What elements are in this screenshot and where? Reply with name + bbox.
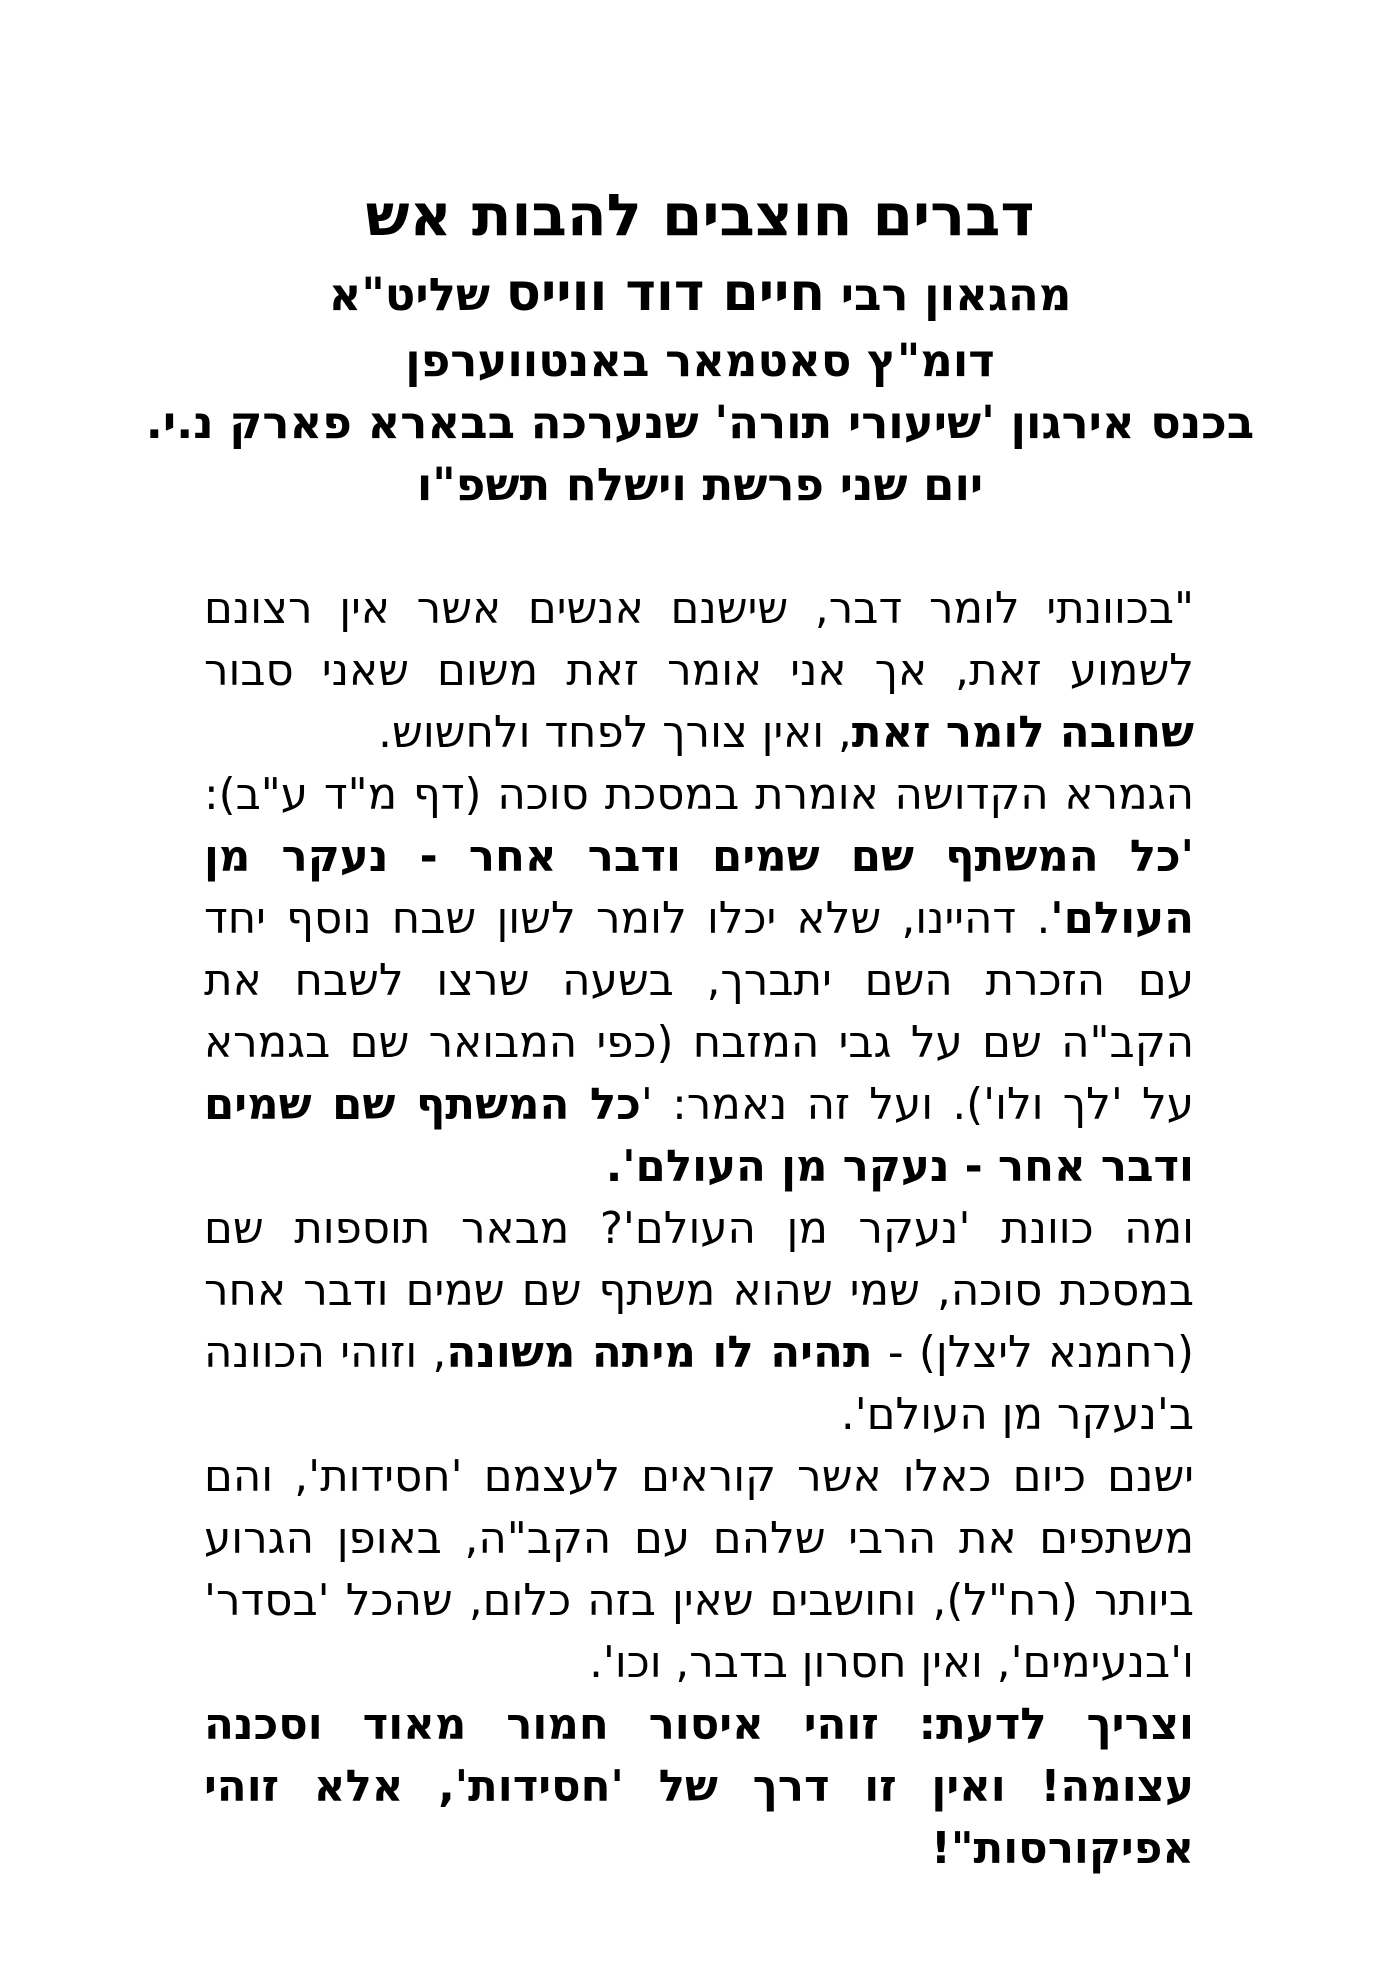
p2-intro: הגמרא הקדושה אומרת במסכת סוכה (דף מ"ד ע"ב): xyxy=(204,770,1194,820)
page-title: דברים חוצבים להבות אש xyxy=(365,181,1035,249)
author-prefix: מהגאון רבי xyxy=(840,268,1072,321)
p5-bold: וצריך לדעת: זוהי איסור חמור מאוד וסכנה עצומה! ואין זו דרך של 'חסידות', אלא זוהי אפיקורסות"! xyxy=(204,1700,1194,1874)
paragraph-5 xyxy=(204,1694,1194,1880)
p1-rest: , ואין צורך לפחד ולחשוש. xyxy=(378,708,852,758)
paragraph-2 xyxy=(204,764,1194,1198)
p1-bold: שחובה לומר זאת xyxy=(851,708,1194,758)
event-line: בכנס אירגון 'שיעורי תורה' שנערכה בבארא פארק נ.י. xyxy=(145,396,1255,449)
p2-quote2: כל המשתף שם שמים ודבר אחר - נעקר מן העולם'. xyxy=(204,1080,1194,1192)
paragraph-4: ישנם כיום כאלו אשר קוראים לעצמם 'חסידות', והם משתפים את הרבי שלהם עם הקב"ה, באופן הגרוע ביותר (רח"ל), וחושבים שאין בזה כלום, שהכל 'בסדר' ו'בנעימים', ואין חסרון בדבר, וכו'. xyxy=(204,1452,1194,1688)
document-header xyxy=(0,172,1400,516)
author-position: דומ"ץ סאטמאר באנטווערפן xyxy=(405,334,995,387)
date-line: יום שני פרשת וישלח תשפ"ו xyxy=(416,458,984,511)
p3-bold: תהיה לו מיתה משונה xyxy=(446,1328,873,1378)
paragraph-1 xyxy=(204,578,1194,764)
author-suffix: שליט"א xyxy=(328,268,490,321)
p3-rest: , וזוהי הכוונה ב'נעקר מן העולם'. xyxy=(204,1328,1194,1440)
p3-intro: ומה כוונת 'נעקר מן העולם'? מבאר תוספות שם במסכת סוכה, שמי שהוא משתף שם שמים ודבר אחר (רחמנא ליצלן) - xyxy=(204,1204,1195,1378)
p1-intro: "בכוונתי לומר דבר, שישנם אנשים אשר אין רצונם לשמוע זאת, אך אני אומר זאת משום שאני סבור xyxy=(204,584,1194,696)
document-body xyxy=(204,578,1194,1880)
p2-after-quote: . דהיינו, שלא יכלו לומר לשון שבח נוסף יחד עם הזכרת השם יתברך, בשעה שרצו לשבח את הקב"ה שם על גבי המזבח (כפי המבואר שם בגמרא על 'לך ולו'). ועל זה נאמר: ' xyxy=(204,894,1194,1130)
p2-quote: 'כל המשתף שם שמים ודבר אחר - נעקר מן העולם' xyxy=(204,832,1194,944)
author-line xyxy=(0,258,1400,330)
paragraph-3 xyxy=(204,1198,1194,1446)
author-name: חיים דוד ווייס xyxy=(505,263,826,323)
